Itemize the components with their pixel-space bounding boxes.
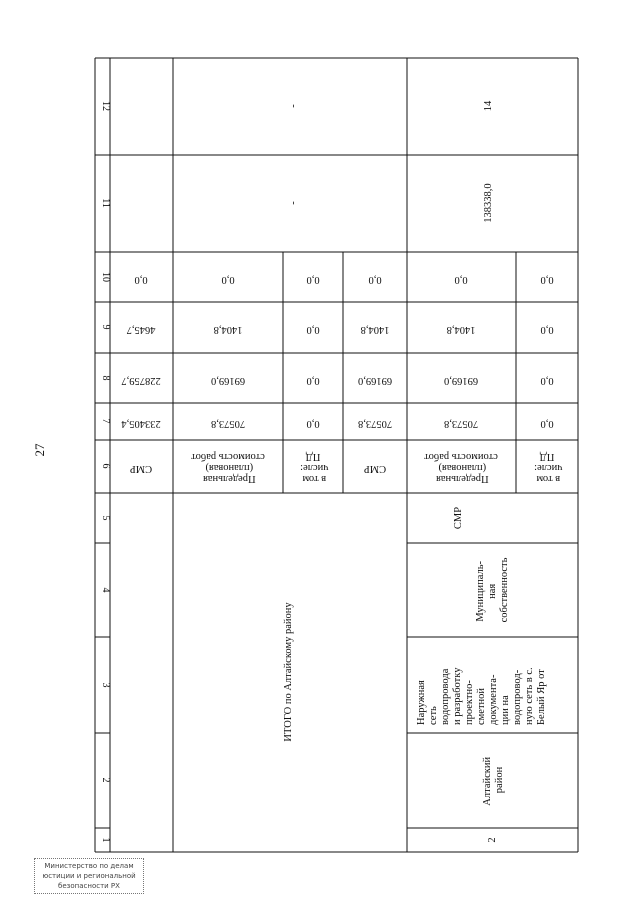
pd-value: 0,0 <box>306 375 320 386</box>
total-row-label: ИТОГО по Алтайскому району <box>283 602 294 742</box>
pd-value: 0,0 <box>540 274 554 285</box>
limit-value: 70573,8 <box>210 418 246 429</box>
limit-label: Предельная (плановая) стоимость работ <box>424 451 498 484</box>
pd-value: 0,0 <box>306 324 320 335</box>
col-number: 5 <box>100 515 111 521</box>
object-description: Наружная сеть водопровода и разработку проектно- сметной документа- ции на водопровод- ную сеть в с. Белый Яр от <box>416 667 547 725</box>
cmp-value: 0,0 <box>134 274 148 285</box>
pd-value: 0,0 <box>540 418 554 429</box>
pd-value: 0,0 <box>306 418 320 429</box>
col-number: 6 <box>100 463 111 469</box>
col-number: 1 <box>100 837 111 843</box>
total-col12: - <box>288 104 299 108</box>
col-number: 3 <box>100 682 111 688</box>
total-limit-row <box>191 274 265 484</box>
total-pd-row <box>297 274 328 484</box>
smr-value: 1404,8 <box>360 324 390 335</box>
pd-value: 0,0 <box>540 375 554 386</box>
limit-value: 1404,8 <box>213 324 243 335</box>
smr-value: 70573,8 <box>357 418 393 429</box>
limit-value: 0,0 <box>221 274 235 285</box>
ownership: Муниципаль- ная собственность <box>475 557 510 623</box>
limit-label: Предельная (плановая) стоимость работ <box>191 451 265 484</box>
col-number: 11 <box>100 198 111 208</box>
col-number: 7 <box>100 418 111 424</box>
smr-value: 69169,0 <box>357 375 393 386</box>
limit-value: 1404,8 <box>446 324 476 335</box>
cmp-value: 233405,4 <box>121 418 161 429</box>
page-number: 27 <box>32 443 47 457</box>
row2-col11: 138338,0 <box>483 183 494 223</box>
col-number: 8 <box>100 375 111 381</box>
total-col11: - <box>288 201 299 205</box>
pd-label: в том числе: ПД <box>300 451 329 484</box>
work-type: СМР <box>453 506 464 530</box>
pd-label: в том числе: ПД <box>534 451 563 484</box>
stamp-line: Министерство по делам <box>44 862 134 870</box>
col-number: 2 <box>100 777 111 783</box>
col-number: 4 <box>100 587 111 593</box>
col-number: 9 <box>100 324 111 330</box>
row-2 <box>416 100 563 843</box>
cmp-label: СМР <box>129 463 153 474</box>
pd-value: 0,0 <box>306 274 320 285</box>
col-number: 10 <box>100 272 111 282</box>
district-name: Алтайский район <box>482 756 505 806</box>
column-number-row <box>100 101 111 843</box>
total-smr-row <box>358 274 392 474</box>
row-number: 2 <box>487 837 498 843</box>
cmp-value: 4645,7 <box>126 324 156 335</box>
table-grid <box>95 58 578 852</box>
col-number: 12 <box>100 101 111 111</box>
row2-col12: 14 <box>483 100 494 112</box>
total-cmp-row <box>121 274 161 474</box>
limit-value: 69169,0 <box>443 375 479 386</box>
smr-value: 0,0 <box>368 274 382 285</box>
stamp-line: юстиции и региональной <box>42 872 136 880</box>
cmp-value: 228759,7 <box>121 375 161 386</box>
limit-value: 0,0 <box>454 274 468 285</box>
smr-label: СМР <box>363 463 387 474</box>
stamp-line: безопасности РХ <box>58 882 120 890</box>
pd-value: 0,0 <box>540 324 554 335</box>
limit-value: 70573,8 <box>443 418 479 429</box>
limit-value: 69169,0 <box>210 375 246 386</box>
